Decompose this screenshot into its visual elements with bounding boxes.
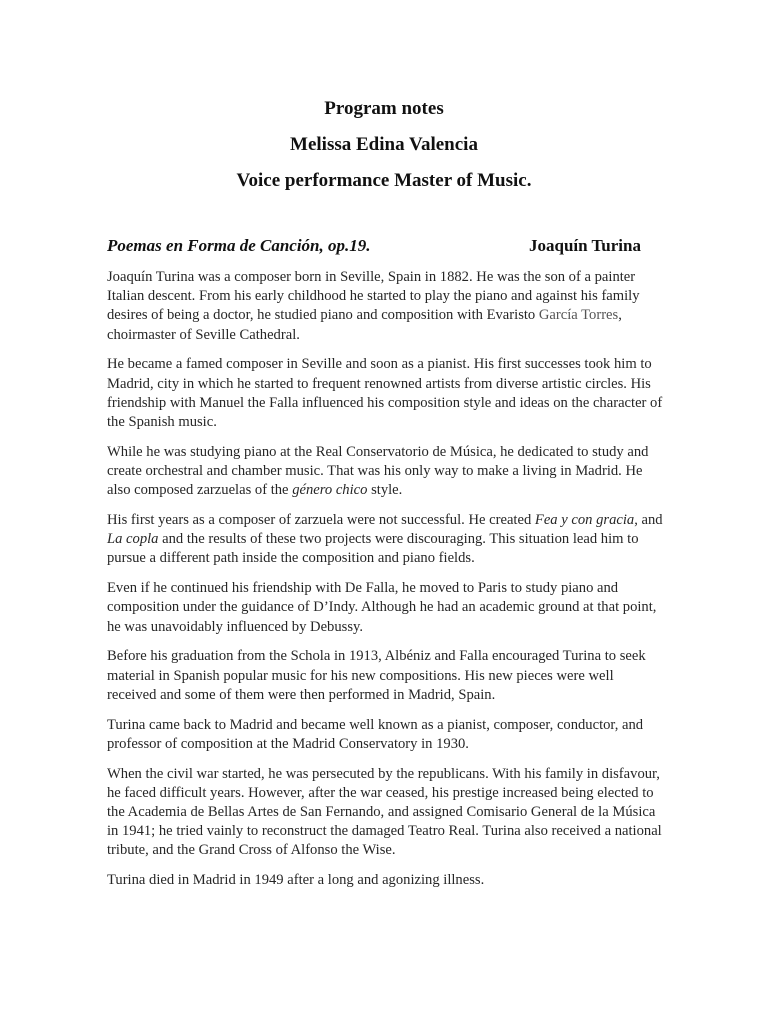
paragraph-7: Turina came back to Madrid and became well known as a pianist, composer, conductor, and professor of composition at the Madrid Conservatory in 1930. <box>107 716 644 752</box>
paragraph-3 <box>107 443 663 501</box>
paragraph-4-joiner: , and <box>634 512 663 529</box>
piece-heading <box>107 236 641 260</box>
teacher-name: García Torres <box>538 307 619 324</box>
paragraph-4-end: and the results of these two projects were discouraging. This situation lead him to pursue a different path inside the composition and piano fields. <box>107 531 639 567</box>
header-degree: Voice performance Master of Music. <box>236 170 532 191</box>
paragraph-3-text: While he was studying piano at the Real Conservatorio de Música, he dedicated to study and create orchestral and chamber music. That was his only way to make a living in Madrid. He also composed zarzuelas of the <box>107 443 649 499</box>
paragraph-8: When the civil war started, he was persecuted by the republicans. With his family in disfavour, he faced difficult years. However, after the war ceased, his prestige increased being elected to the Academia de Bellas Artes de San Fernando, and assigned Comisario General de la Música in 1941; he tried vainly to reconstruct the damaged Teatro Real. Turina also received a national tribute, and the Grand Cross of Alfonso the Wise. <box>107 765 662 859</box>
piece-title <box>107 236 371 256</box>
header-program-notes: Program notes <box>324 98 444 119</box>
paragraph-6: Before his graduation from the Schola in 1913, Albéniz and Falla encouraged Turina to seek material in Spanish popular music for his new compositions. His new pieces were well received and some of them were then performed in Madrid, Spain. <box>107 648 646 703</box>
paragraph-1-text: Joaquín Turina was a composer born in Seville, Spain in 1882. He was the son of a painter Italian descent. From his early childhood he started to play the piano and against his family desires of being a doctor, he studied piano and composition with Evaristo <box>107 269 640 324</box>
program-notes-body <box>107 268 663 901</box>
paragraph-4 <box>107 511 663 569</box>
document-header <box>0 91 768 199</box>
piece-composer: Joaquín Turina <box>529 236 641 255</box>
header-performer-name: Melissa Edina Valencia <box>290 134 478 155</box>
piece-opus: op.19. <box>323 236 371 255</box>
paragraph-5: Even if he continued his friendship with De Falla, he moved to Paris to study piano and composition under the guidance of D’Indy. Although he had an academic ground at that point, he was unavoidably influenced by Debussy. <box>107 580 657 635</box>
paragraph-4-text: His first years as a composer of zarzuela were not successful. He created <box>107 512 535 529</box>
work-title-fea-y-con-gracia: Fea y con gracia <box>534 512 635 529</box>
paragraph-1 <box>107 268 663 345</box>
paragraph-9: Turina died in Madrid in 1949 after a long and agonizing illness. <box>107 872 485 889</box>
paragraph-3-end: style. <box>367 482 403 499</box>
work-title-la-copla: La copla <box>107 531 159 548</box>
paragraph-1-end: , choirmaster of Seville Cathedral. <box>107 307 622 343</box>
paragraph-2: He became a famed composer in Seville and soon as a pianist. His first successes took him to Madrid, city in which he started to frequent renowned artists from diverse artistic circles. His friendship with Manuel the Falla influenced his composition style and ideas on the character of the Spanish music. <box>107 356 663 431</box>
genero-chico-term: género chico <box>292 482 368 499</box>
piece-title-text: Poemas en Forma de Canción, <box>107 236 324 255</box>
